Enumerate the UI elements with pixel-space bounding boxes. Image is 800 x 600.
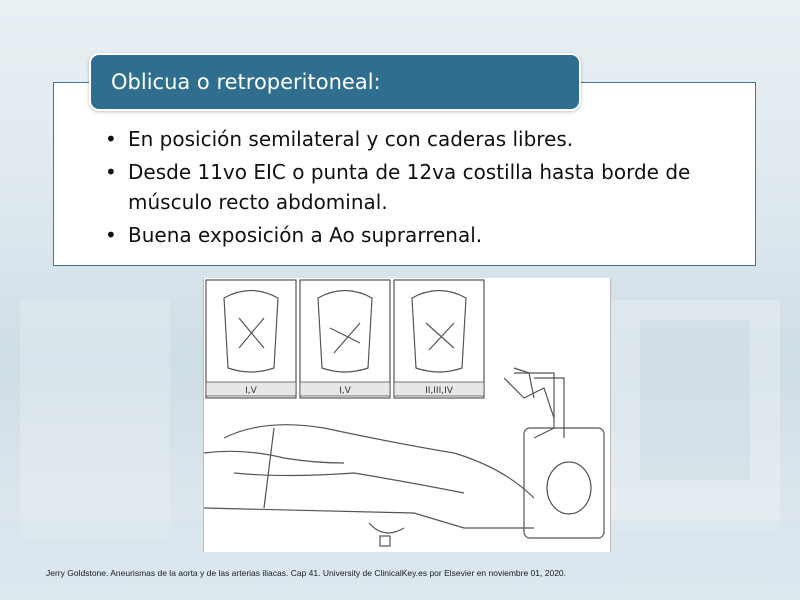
bullet-dot-icon: • xyxy=(105,127,117,151)
panel-label: I,V xyxy=(339,386,351,396)
bullet-dot-icon: • xyxy=(105,160,117,184)
slide-title: Oblicua o retroperitoneal: xyxy=(111,70,381,94)
bullet-list xyxy=(100,124,730,253)
title-bar xyxy=(89,53,581,111)
surgical-position-figure xyxy=(203,278,611,552)
bullet-text: Buena exposición a Ao suprarrenal. xyxy=(128,223,483,247)
bullet-item xyxy=(100,157,730,217)
bullet-dot-icon: • xyxy=(105,223,117,247)
bullet-text: En posición semilateral y con caderas libres. xyxy=(128,127,574,151)
citation: Jerry Goldstone. Aneurismas de la aorta y de las arterias iliacas. Cap 41. University de ClinicalKey.es por Elsevier en noviembre 01, 2020. xyxy=(46,568,567,578)
panel-1-frame xyxy=(206,280,296,398)
bullet-item xyxy=(100,220,730,250)
panel-label: II,III,IV xyxy=(425,386,453,396)
panel-label: I,V xyxy=(245,386,257,396)
panel-2-frame xyxy=(300,280,390,398)
bullet-text: Desde 11vo EIC o punta de 12va costilla hasta borde de músculo recto abdominal. xyxy=(128,160,691,214)
figure-drawing xyxy=(204,278,610,552)
bullet-item xyxy=(100,124,730,154)
